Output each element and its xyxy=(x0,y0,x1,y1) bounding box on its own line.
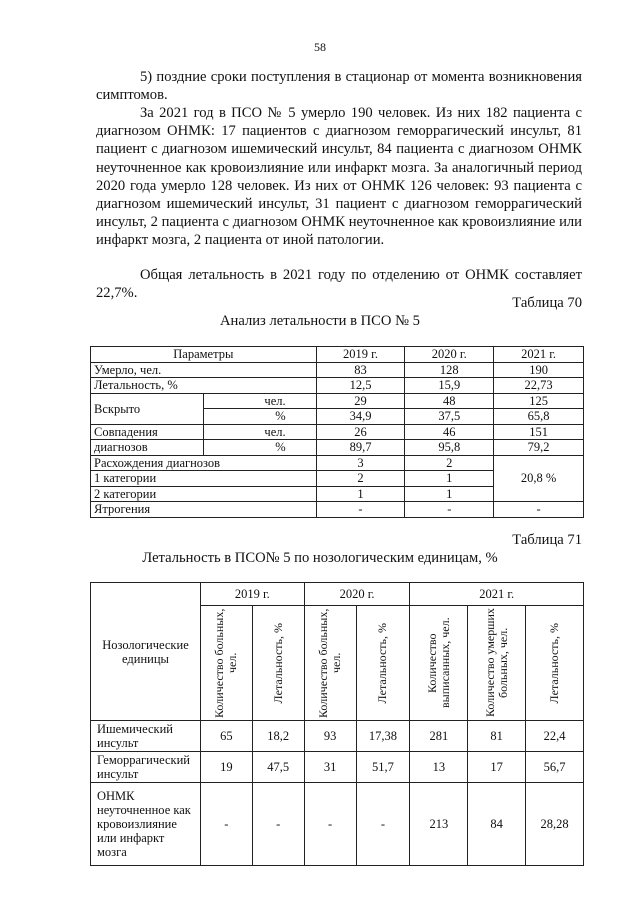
cell: 18,2 xyxy=(252,721,304,752)
header-2021: 2021 г. xyxy=(410,583,584,606)
cell-merged: 20,8 % xyxy=(494,455,584,502)
paragraph-1: 5) поздние сроки поступления в стационар от момента возникновения симптомов. xyxy=(96,69,582,104)
cell: 19 xyxy=(200,752,252,783)
cell: 128 xyxy=(405,362,494,378)
cell: - xyxy=(316,502,405,518)
cell: 1 xyxy=(405,486,494,502)
row-label: Совпадения xyxy=(91,424,204,440)
header-units: Нозологические единицы xyxy=(91,583,201,721)
subheader-cell xyxy=(304,606,356,721)
cell: 81 xyxy=(468,721,526,752)
cell: - xyxy=(356,783,410,866)
cell: 56,7 xyxy=(526,752,584,783)
cell: 125 xyxy=(494,393,584,409)
cell: 17 xyxy=(468,752,526,783)
paragraph-2: За 2021 год в ПСО № 5 умерло 190 человек. Из них 182 пациента с диагнозом ОНМК: 17 пациентов с диагнозом геморрагический инсульт, 81 пациент с диагнозом ишемический инсульт, 84 пациента с диагнозом ОНМК неуточненное как кровоизлияние или инфаркт мозга. За аналогичный период 2020 года умерло 128 человек. Из них от ОНМК 126 человек: 93 пациента с диагнозом ишемический инсульт, 31 пациент с диагнозом геморрагический инсульт, 2 пациента с диагнозом ОНМК неуточненное как кровоизлияние или инфаркт мозга, 2 пациента от иной патологии. xyxy=(96,105,582,249)
cell: - xyxy=(252,783,304,866)
table-row xyxy=(91,502,584,518)
nosology-table xyxy=(90,582,584,866)
row-label: 2 категории xyxy=(91,486,317,502)
subheader-cell xyxy=(526,606,584,721)
cell: 46 xyxy=(405,424,494,440)
table-row xyxy=(91,752,584,783)
cell: 65 xyxy=(200,721,252,752)
row-label: диагнозов xyxy=(91,440,204,456)
cell: 93 xyxy=(304,721,356,752)
row-label: Летальность, % xyxy=(91,378,317,394)
page-number: 58 xyxy=(314,40,326,54)
cell: 12,5 xyxy=(316,378,405,394)
subheader-discharged-2021: Количество выписанных, чел. xyxy=(424,617,452,709)
cell: 31 xyxy=(304,752,356,783)
table70-label: Таблица 70 xyxy=(512,295,582,311)
cell: 83 xyxy=(316,362,405,378)
cell: - xyxy=(200,783,252,866)
cell: 1 xyxy=(316,486,405,502)
table71-label: Таблица 71 xyxy=(512,532,582,548)
row-label: Ятрогения xyxy=(91,502,317,518)
unit-cell: % xyxy=(203,409,316,425)
table-row xyxy=(91,455,584,471)
header-2020: 2020 г. xyxy=(304,583,410,606)
subheader-cell xyxy=(410,606,468,721)
table-row xyxy=(91,440,584,456)
table-row xyxy=(91,783,584,866)
cell: 22,4 xyxy=(526,721,584,752)
row-label: Умерло, чел. xyxy=(91,362,317,378)
table71-title: Летальность в ПСО№ 5 по нозологическим единицам, % xyxy=(142,550,498,566)
paragraph-3: Общая летальность в 2021 году по отделению от ОНМК составляет 22,7%. xyxy=(96,267,582,302)
cell: 3 xyxy=(316,455,405,471)
unit-cell: % xyxy=(203,440,316,456)
cell: 51,7 xyxy=(356,752,410,783)
cell: 29 xyxy=(316,393,405,409)
subheader-lethality-2021: Летальность, % xyxy=(547,622,562,704)
cell: 22,73 xyxy=(494,378,584,394)
cell: 95,8 xyxy=(405,440,494,456)
table70-title: Анализ летальности в ПСО № 5 xyxy=(220,313,420,329)
cell: 1 xyxy=(405,471,494,487)
cell: 79,2 xyxy=(494,440,584,456)
header-params: Параметры xyxy=(91,347,317,363)
header-2020: 2020 г. xyxy=(405,347,494,363)
cell: 213 xyxy=(410,783,468,866)
header-2021: 2021 г. xyxy=(494,347,584,363)
lethality-table xyxy=(90,346,584,518)
header-2019: 2019 г. xyxy=(200,583,304,606)
row-label: Геморрагический инсульт xyxy=(91,752,201,783)
table-row xyxy=(91,424,584,440)
unit-cell: чел. xyxy=(203,424,316,440)
cell: 13 xyxy=(410,752,468,783)
cell: 89,7 xyxy=(316,440,405,456)
unit-cell: чел. xyxy=(203,393,316,409)
table-row xyxy=(91,393,584,409)
cell: 37,5 xyxy=(405,409,494,425)
row-label: 1 категории xyxy=(91,471,317,487)
table-row xyxy=(91,583,584,606)
cell: - xyxy=(405,502,494,518)
cell: 17,38 xyxy=(356,721,410,752)
table-row xyxy=(91,362,584,378)
subheader-lethality-2019: Летальность, % xyxy=(270,622,285,704)
cell: 151 xyxy=(494,424,584,440)
cell: 84 xyxy=(468,783,526,866)
cell: 47,5 xyxy=(252,752,304,783)
subheader-cell xyxy=(252,606,304,721)
row-label: Ишемический инсульт xyxy=(91,721,201,752)
cell: 281 xyxy=(410,721,468,752)
subheader-cell xyxy=(468,606,526,721)
cell: 2 xyxy=(405,455,494,471)
subheader-lethality-2020: Летальность, % xyxy=(375,622,390,704)
cell: 15,9 xyxy=(405,378,494,394)
cell: - xyxy=(304,783,356,866)
subheader-count-2019: Количество больных, чел. xyxy=(212,608,240,718)
cell: 34,9 xyxy=(316,409,405,425)
table-row xyxy=(91,378,584,394)
cell: 65,8 xyxy=(494,409,584,425)
subheader-cell xyxy=(356,606,410,721)
cell: 2 xyxy=(316,471,405,487)
subheader-cell xyxy=(200,606,252,721)
row-label: ОНМК неуточненное как кровоизлияние или инфаркт мозга xyxy=(91,783,201,866)
row-label: Вскрыто xyxy=(91,393,204,424)
table-row xyxy=(91,721,584,752)
cell: 26 xyxy=(316,424,405,440)
table-row xyxy=(91,347,584,363)
cell: 28,28 xyxy=(526,783,584,866)
subheader-died-2021: Количество умерших больных, чел. xyxy=(482,608,510,718)
header-2019: 2019 г. xyxy=(316,347,405,363)
subheader-count-2020: Количество больных, чел. xyxy=(316,608,344,718)
cell: 48 xyxy=(405,393,494,409)
cell: 190 xyxy=(494,362,584,378)
row-label: Расхождения диагнозов xyxy=(91,455,317,471)
cell: - xyxy=(494,502,584,518)
